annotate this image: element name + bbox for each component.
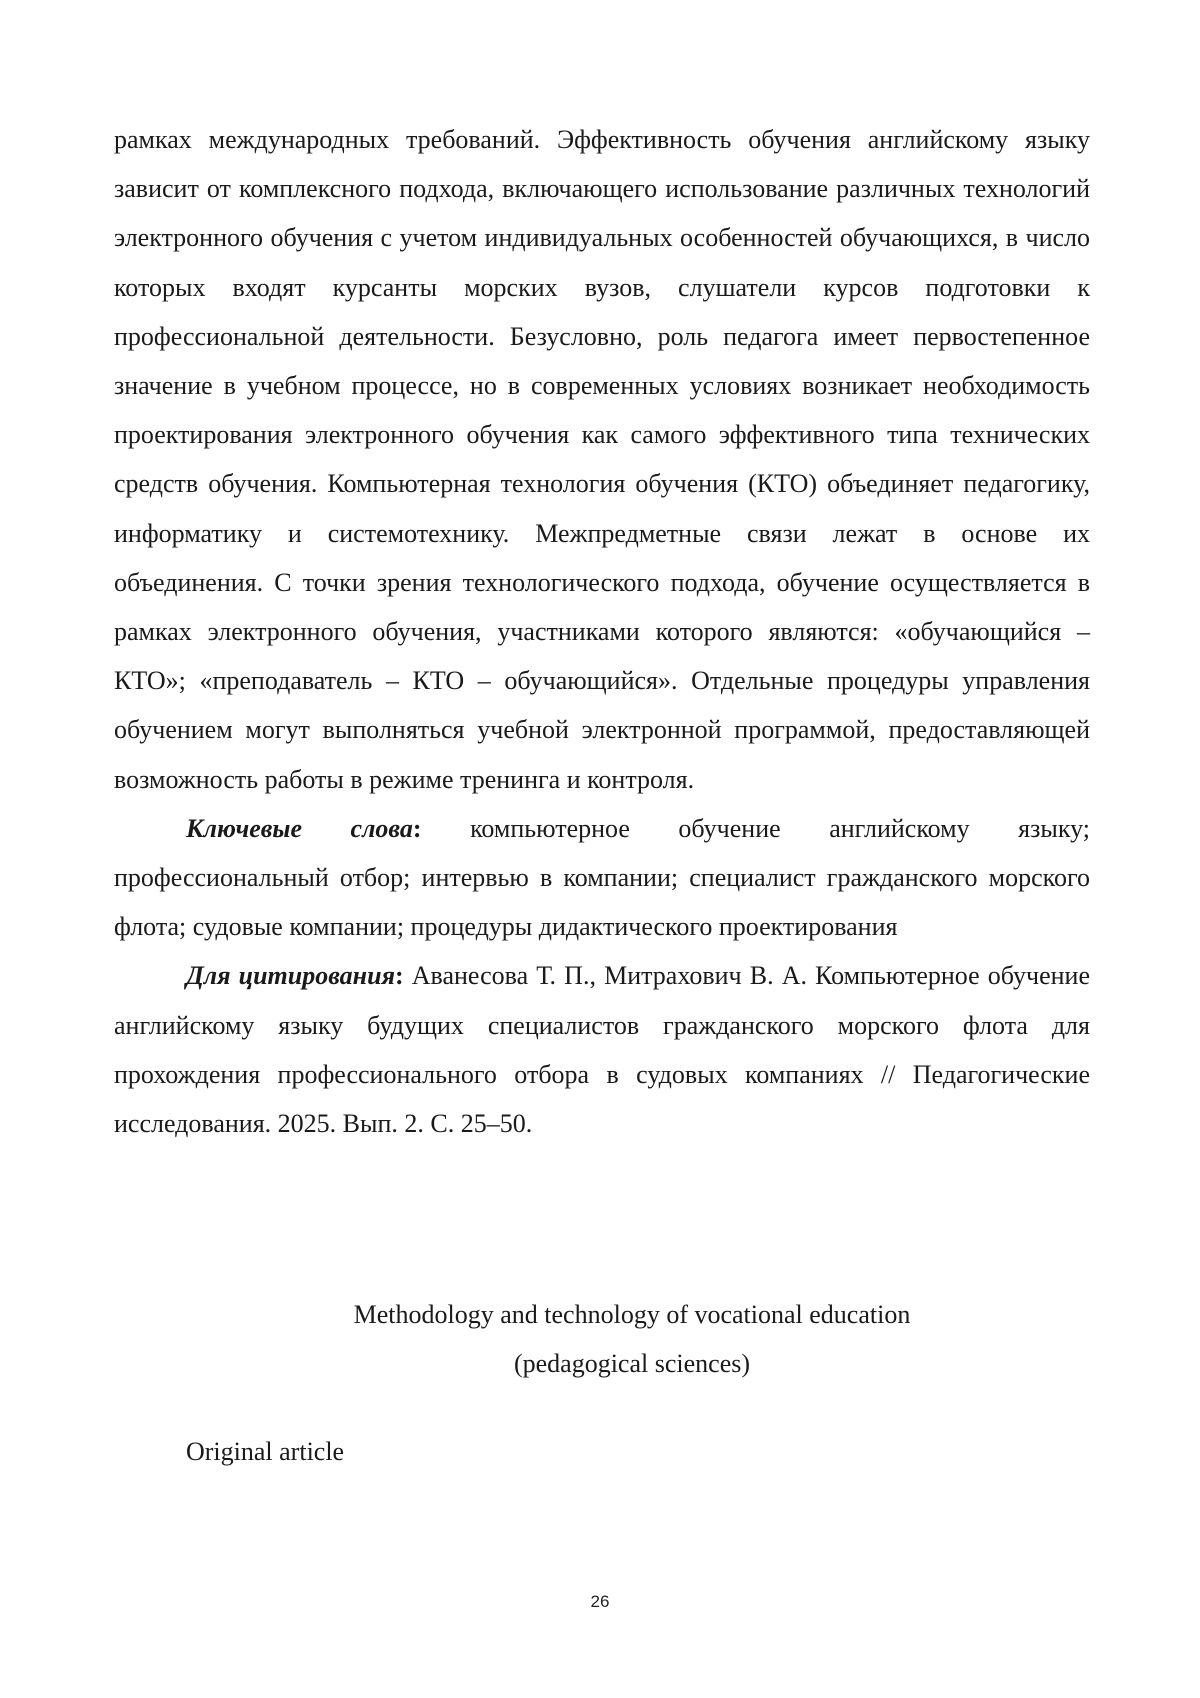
page-number: 26 (590, 1592, 610, 1611)
body-text (114, 115, 1090, 1148)
keywords-text: компьютерное обучение английскому языку; профессиональный отбор; интервью в компании; специалист гражданского морского флота; судовые компании; процедуры дидактического проектирования (114, 813, 1090, 942)
citation-colon: : (394, 961, 404, 991)
article-type: Original article (186, 1437, 345, 1466)
keywords-colon: : (412, 813, 422, 843)
citation-text: Аванесова Т. П., Митрахович В. А. Компьютерное обучение английскому языку будущих специалистов гражданского морского флота для прохождения профессионального отбора в судовых компаниях // Педагогические исследования. 2025. Вып. 2. С. 25–50. (114, 961, 1091, 1139)
citation-label: Для цитирования (186, 961, 395, 991)
keywords-paragraph (114, 804, 1090, 952)
main-paragraph: рамках международных требований. Эффективность обучения английскому языку зависит от комплексного подхода, включающего использование различных технологий электронного обучения с учетом индивидуальных особенностей обучающихся, в число которых входят курсанты морских вузов, слушатели курсов подготовки к профессиональной деятельности. Безусловно, роль педагога имеет первостепенное значение в учебном процессе, но в современных условиях возникает необходимость проектирования электронного обучения как самого эффективного типа технических средств обучения. Компьютерная технология обучения (КТО) объединяет педагогику, информатику и системотехнику. Межпредметные связи лежат в основе их объединения. С точки зрения технологического подхода, обучение осуществляется в рамках электронного обучения, участниками которого являются: «обучающийся – КТО»; «преподаватель – КТО – обучающийся». Отдельные процедуры управления обучением могут выполняться учебной электронной программой, предоставляющей возможность работы в режиме тренинга и контроля. (114, 125, 1090, 794)
section-heading-subtitle: (pedagogical sciences) (513, 1349, 751, 1378)
keywords-label: Ключевые слова (186, 813, 413, 843)
citation-paragraph (114, 951, 1090, 1148)
section-heading-title: Methodology and technology of vocational education (353, 1300, 911, 1329)
section-heading (114, 1290, 1090, 1388)
